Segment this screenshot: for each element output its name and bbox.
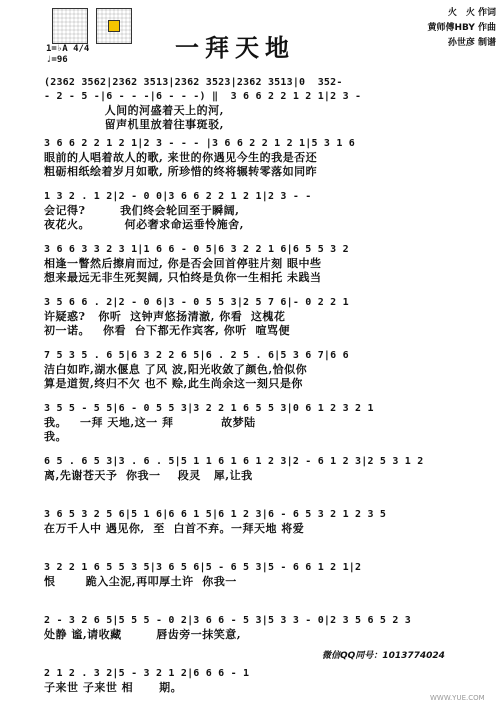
lyric-line: 会记得? 我们终会轮回至于瞬阔, <box>44 204 240 217</box>
system-2 <box>44 137 464 189</box>
system-6 <box>44 349 464 401</box>
arranger: 孙世彦 制谱 <box>447 38 496 48</box>
system-7 <box>44 402 464 454</box>
system-8 <box>44 455 464 507</box>
lyric-line: 眼前的人唱着故人的歌, 来世的你遇见今生的我是否还 <box>44 151 318 164</box>
contact-line: 微信QQ同号：1013774024 <box>322 651 445 661</box>
notation-line: 3 6 6 3 3 2 3 1|1 6 6 - 0 5|6 3 2 2 1 6|6 5 5 3 2 <box>44 244 349 255</box>
notation-line: 3 5 5 - 5 5|6 - 0 5 5 3|3 2 2 1 6 5 5 3|0 6 1 2 3 2 1 <box>44 403 374 414</box>
lyric-line: 离,先谢苍天予 你我一 段灵 犀,让我 <box>44 469 253 482</box>
system-10 <box>44 561 464 613</box>
lyric-line: 处静 谧,请收藏 唇齿旁一抹笑意, <box>44 628 242 641</box>
lyric-line: 算是道贺,终归不欠 也不 赊,此生尚余这一刻只是你 <box>44 377 303 390</box>
lyric-line: 留声机里放着往事斑驳, <box>44 118 224 131</box>
lyric-line: 许疑惑? 你听 这钟声悠扬清澈, 你看 这槐花 <box>44 310 286 323</box>
notation-line: 3 5 6 6 . 2|2 - 0 6|3 - 0 5 5 3|2 5 7 6|- 0 2 2 1 <box>44 297 349 308</box>
key-signature: 1=♭A 4/4 <box>46 44 90 54</box>
notation-line: 6 5 . 6 5 3|3 . 6 . 5|5 1 1 6 1 6 1 2 3|2 - 6 1 2 3|2 5 3 1 2 <box>44 456 424 467</box>
composer: 黄师傅HBY 作曲 <box>427 23 496 33</box>
lyric-line: 洁白如昨,湖水偃息 了风 波,阳光收敛了颜色,恰似你 <box>44 363 308 376</box>
tempo-marking: ♩=96 <box>46 55 68 65</box>
lyric-line: 粗砺相纸绘着岁月如歌, 所珍惜的终将辗转零落如同昨 <box>44 165 318 178</box>
lyric-line: 相逢一瞥然后擦肩而过, 你是否会回首停驻片刻 眼中些 <box>44 257 322 270</box>
notation-line: 3 6 6 2 2 1 2 1|2 3 - - - |3 6 6 2 2 1 2 1|5 3 1 6 <box>44 138 356 149</box>
lyric-line: 我。 <box>44 430 67 443</box>
notation-line: 3 2 2 1 6 5 5 3 5|3 6 5 6|5 - 6 5 3|5 - 6 6 1 2 1|2 <box>44 562 362 573</box>
lyric-line: 人间的河盛着天上的河, <box>44 104 224 117</box>
lyric-line: 夜花火。 何必奢求命运垂怜施舍, <box>44 218 244 231</box>
qr-logo-icon <box>108 20 120 32</box>
notation-line: 1 3 2 . 1 2|2 - 0 0|3 6 6 2 2 1 2 1|2 3 - - <box>44 191 312 202</box>
notation-line: (2362 3562|2362 3513|2362 3523|2362 3513|0 352- <box>44 77 343 88</box>
system-12 <box>44 667 464 719</box>
lyricist: 火 火 作词 <box>447 8 496 18</box>
key-tempo <box>46 44 136 66</box>
lyric-line: 想来最远无非生死契阔, 只怕终是负你一生相托 未践当 <box>44 271 322 284</box>
notation-line: 3 6 5 3 2 5 6|5 1 6|6 6 1 5|6 1 2 3|6 - 6 5 3 2 1 2 3 5 <box>44 509 387 520</box>
credits <box>372 6 496 51</box>
system-3 <box>44 190 464 242</box>
site-watermark: WWW.YUE.COM <box>430 694 485 702</box>
notation-line: - 2 - 5 -|6 - - -|6 - - -) ‖ 3 6 6 2 2 1 2 1|2 3 - <box>44 91 362 102</box>
notation-line: 7 5 3 5 . 6 5|6 3 2 2 6 5|6 . 2 5 . 6|5 3 6 7|6 6 <box>44 350 349 361</box>
song-title: 一拜天地 <box>175 33 295 62</box>
lyric-line: 恨 跪入尘泥,再叩厚土许 你我一 <box>44 575 237 588</box>
system-9 <box>44 508 464 560</box>
qr-code-left <box>52 8 88 44</box>
lyric-line: 在万千人中 遇见你, 至 白首不弃。一拜天地 将爱 <box>44 522 305 535</box>
lyric-line: 子来世 子来世 相 期。 <box>44 681 183 694</box>
lyric-line: 初一诺。 你看 台下都无作宾客, 你听 喧骂便 <box>44 324 290 337</box>
score <box>44 76 464 720</box>
system-5 <box>44 296 464 348</box>
notation-line: 2 1 2 . 3 2|5 - 3 2 1 2|6 6 6 - 1 <box>44 668 250 679</box>
notation-line: 2 - 3 2 6 5|5 5 5 - 0 2|3 6 6 - 5 3|5 3 3 - 0|2 3 5 6 5 2 3 <box>44 615 412 626</box>
lyric-line: 我。 一拜 天地,这一 拜 故梦陆 <box>44 416 256 429</box>
system-4 <box>44 243 464 295</box>
system-1 <box>44 76 464 136</box>
